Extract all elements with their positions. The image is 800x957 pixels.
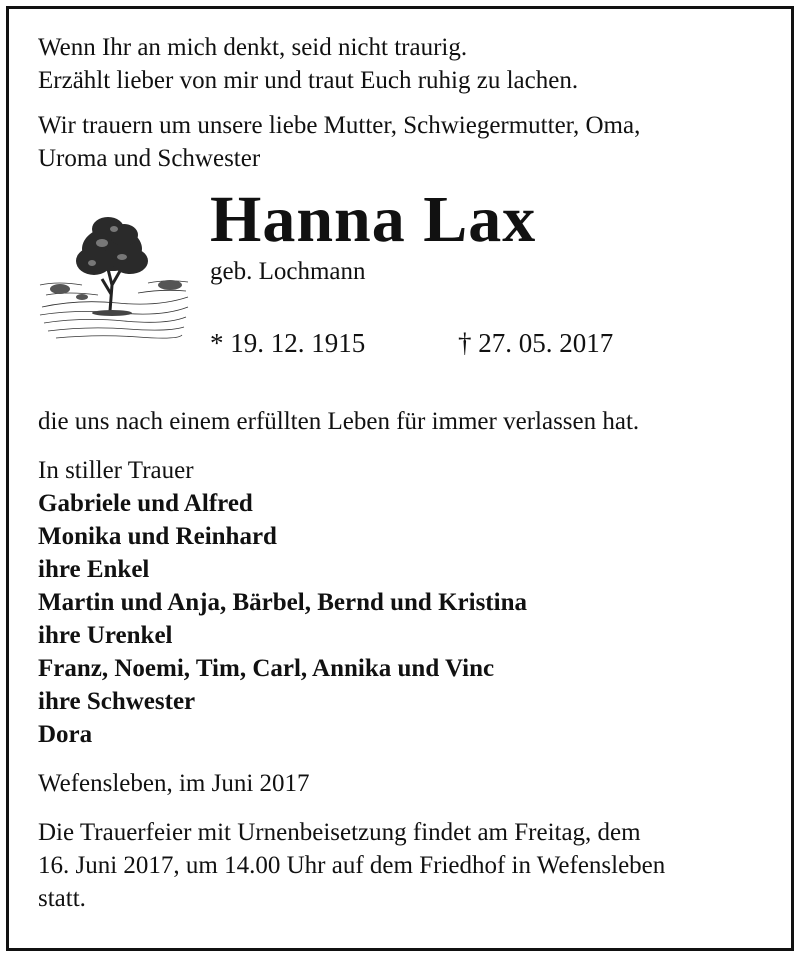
tree-illustration	[38, 199, 190, 345]
verse-line-1: Wenn Ihr an mich denkt, seid nicht traurig.	[38, 34, 468, 61]
deceased-header	[38, 183, 778, 405]
intro-line-2: Uroma und Schwester	[38, 145, 261, 172]
ceremony-line-3: statt.	[38, 885, 86, 912]
deceased-name: Hanna Lax	[210, 183, 537, 256]
mourner-line: Martin und Anja, Bärbel, Bernd und Kristina	[38, 589, 527, 616]
death-date: † 27. 05. 2017	[458, 328, 614, 358]
mourner-line: ihre Schwester	[38, 688, 196, 715]
birth-date: * 19. 12. 1915	[210, 328, 366, 358]
farewell-text: die uns nach einem erfüllten Leben für immer verlassen hat.	[38, 408, 640, 435]
mourner-line: Gabriele und Alfred	[38, 490, 253, 517]
place-date: Wefensleben, im Juni 2017	[38, 770, 310, 797]
verse-line-2: Erzählt lieber von mir und traut Euch ruhig zu lachen.	[38, 67, 579, 94]
obituary-frame	[6, 6, 794, 951]
mourner-line: Franz, Noemi, Tim, Carl, Annika und Vinc	[38, 655, 495, 682]
mourners-heading: In stiller Trauer	[38, 457, 194, 484]
mourner-line: Monika und Reinhard	[38, 523, 277, 550]
intro-line-1: Wir trauern um unsere liebe Mutter, Schwiegermutter, Oma,	[38, 112, 641, 139]
mourner-line: ihre Urenkel	[38, 622, 173, 649]
maiden-name: geb. Lochmann	[210, 258, 366, 285]
ceremony-line-2: 16. Juni 2017, um 14.00 Uhr auf dem Friedhof in Wefensleben	[38, 852, 666, 879]
obituary-content	[38, 31, 778, 915]
ceremony-line-1: Die Trauerfeier mit Urnenbeisetzung findet am Freitag, dem	[38, 819, 641, 846]
mourner-line: Dora	[38, 721, 93, 748]
mourner-line: ihre Enkel	[38, 556, 150, 583]
